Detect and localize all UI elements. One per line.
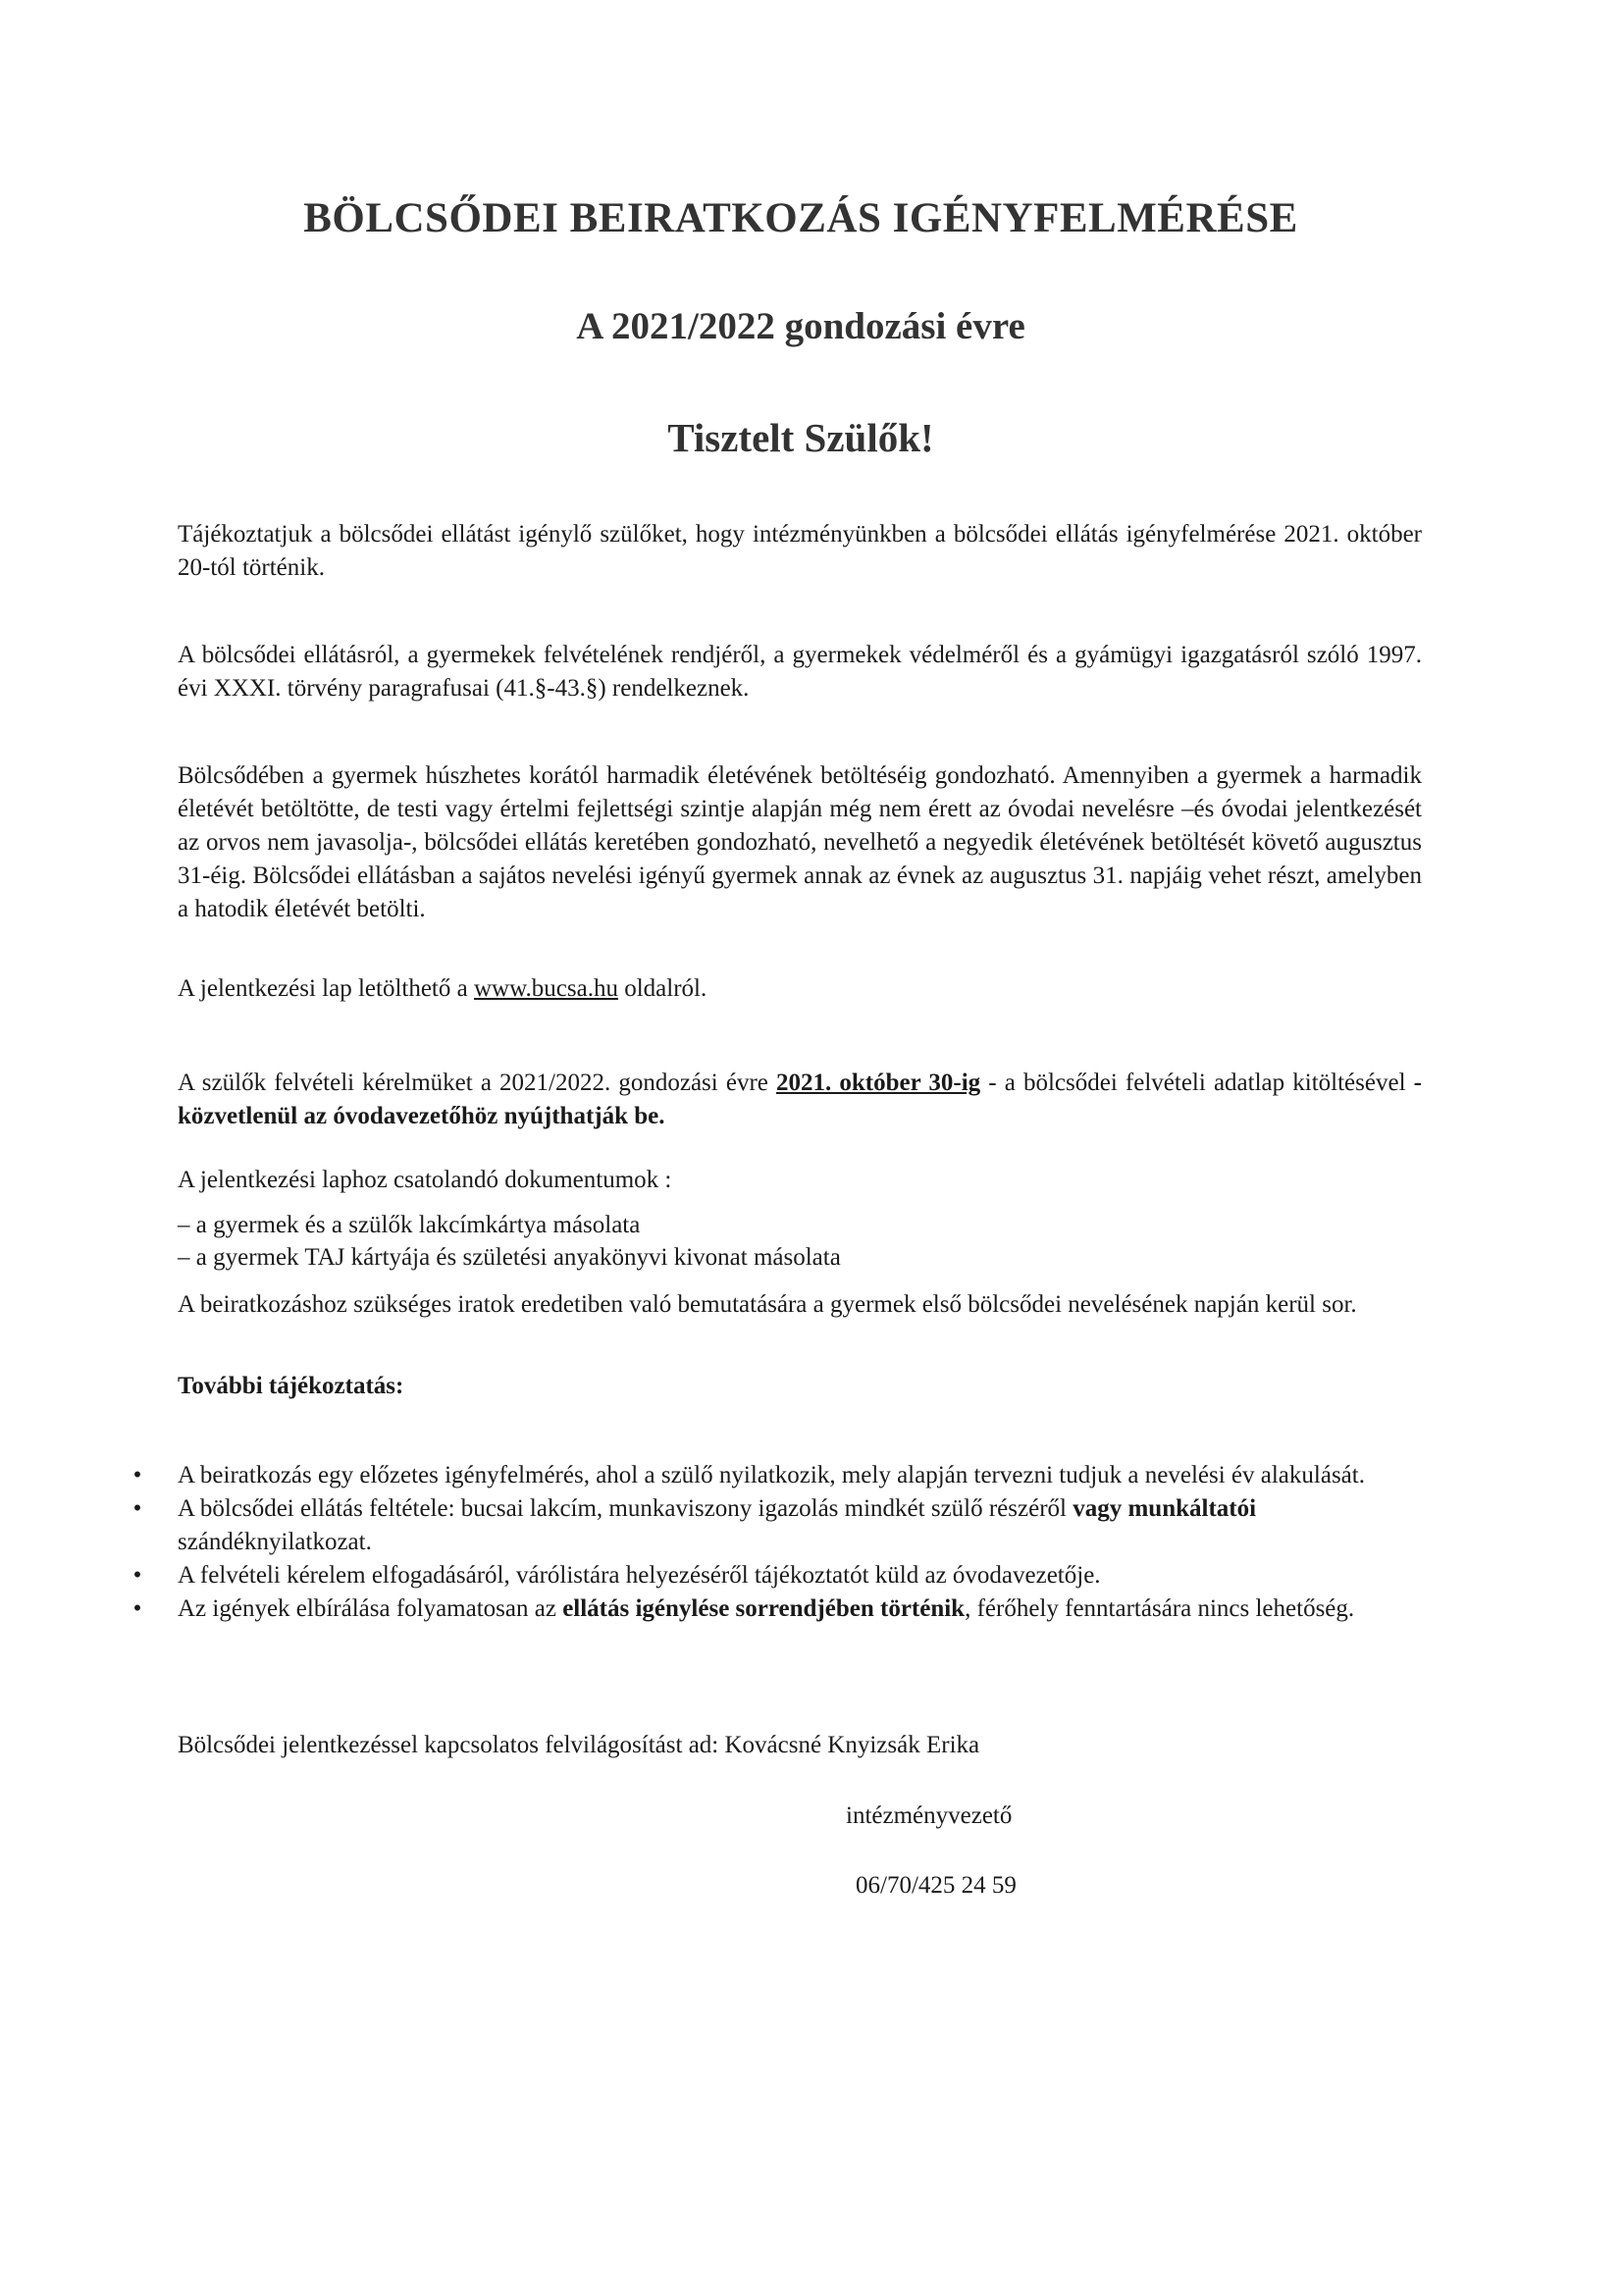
info-bullet-item bbox=[128, 1559, 1423, 1592]
bullet-text-suffix: szándéknyilatkozat. bbox=[178, 1529, 372, 1555]
contact-phone: 06/70/425 24 59 bbox=[856, 1872, 1017, 1899]
attachments-list bbox=[178, 1209, 841, 1274]
bullet-icon: • bbox=[132, 1595, 142, 1622]
submission-paragraph bbox=[178, 1067, 1422, 1133]
originals-note: A beiratkozáshoz szükséges iratok eredetiben való bemutatására a gyermek első bölcsődei nevelésének napján kerül sor. bbox=[178, 1291, 1357, 1318]
submission-deadline: 2021. október 30-ig bbox=[776, 1070, 981, 1096]
website-link[interactable]: www.bucsa.hu bbox=[473, 975, 618, 1002]
bullet-icon: • bbox=[132, 1562, 142, 1589]
intro-paragraph: Tájékoztatjuk a bölcsődei ellátást igénylő szülőket, hogy intézményünkben a bölcsődei ellátás igényfelmérése 2021. október 20-tól történik. bbox=[178, 521, 1422, 581]
attachment-item: – a gyermek és a szülők lakcímkártya másolata bbox=[178, 1212, 641, 1238]
bullet-text: A beiratkozás egy előzetes igényfelmérés, ahol a szülő nyilatkozik, mely alapján tervezni tudjuk a nevelési év alakulását. bbox=[178, 1462, 1365, 1488]
document-subtitle: A 2021/2022 gondozási évre bbox=[576, 305, 1025, 347]
download-paragraph bbox=[178, 972, 1422, 1006]
info-bullet-item bbox=[128, 1592, 1423, 1626]
bullet-text-prefix: A bölcsődei ellátás feltétele: bucsai lakcím, munkaviszony igazolás mindkét szülő részéről bbox=[178, 1495, 1073, 1522]
document-title: BÖLCSŐDEI BEIRATKOZÁS IGÉNYFELMÉRÉSE bbox=[303, 195, 1298, 241]
bullet-text-bold: ellátás igénylése sorrendjében történik bbox=[562, 1595, 966, 1622]
info-bullet-item bbox=[128, 1492, 1423, 1559]
download-text-prefix: A jelentkezési lap letölthető a bbox=[178, 975, 474, 1002]
bullet-text: A felvételi kérelem elfogadásáról, várólistára helyezéséről tájékoztatót küld az óvodavezetője. bbox=[178, 1562, 1101, 1589]
submission-bold: - közvetlenül az óvodavezetőhöz nyújthatják be. bbox=[178, 1070, 1422, 1129]
law-paragraph: A bölcsődei ellátásról, a gyermekek felvételének rendjéről, a gyermekek védelméről és a gyámügyi igazgatásról szóló 1997. évi XXXI. törvény paragrafusai (41.§-43.§) rendelkeznek. bbox=[178, 642, 1422, 702]
bullet-text-bold: vagy munkáltatói bbox=[1073, 1495, 1257, 1522]
more-info-heading: További tájékoztatás: bbox=[178, 1373, 404, 1399]
submission-middle: - a bölcsődei felvételi adatlap kitöltésével bbox=[980, 1070, 1414, 1096]
download-text-suffix: oldalról. bbox=[617, 975, 707, 1002]
attachment-item: – a gyermek TAJ kártyája és születési anyakönyvi kivonat másolata bbox=[178, 1244, 841, 1271]
greeting: Tisztelt Szülők! bbox=[667, 415, 934, 460]
bullet-text-suffix: , férőhely fenntartására nincs lehetőség. bbox=[965, 1595, 1355, 1622]
bullet-text-prefix: Az igények elbírálása folyamatosan az bbox=[178, 1595, 563, 1622]
eligibility-paragraph: Bölcsődében a gyermek húszhetes korától harmadik életévének betöltéséig gondozható. Amennyiben a gyermek a harmadik életévét betöltötte, de testi vagy értelmi fejlettségi szintje alapján még nem érett az óvodai nevelésre –és óvodai jelentkezését az orvos nem javasolja-, bölcsődei ellátás keretében gondozható, nevelhető a negyedik életévének betöltését követő augusztus 31-éig. Bölcsődei ellátásban a sajátos nevelési igényű gyermek annak az évnek az augusztus 31. napjáig vehet részt, amelyben a hatodik életévét betölti. bbox=[178, 762, 1422, 922]
contact-role: intézményvezető bbox=[846, 1802, 1013, 1829]
info-bullet-list bbox=[128, 1459, 1423, 1626]
bullet-icon: • bbox=[132, 1462, 142, 1488]
bullet-icon: • bbox=[132, 1495, 142, 1522]
contact-line: Bölcsődei jelentkezéssel kapcsolatos felvilágosítást ad: Kovácsné Knyizsák Erika bbox=[178, 1732, 980, 1758]
attachments-label: A jelentkezési laphoz csatolandó dokumentumok : bbox=[178, 1167, 672, 1193]
submission-prefix: A szülők felvételi kérelmüket a 2021/2022. gondozási évre bbox=[178, 1070, 777, 1096]
info-bullet-item bbox=[128, 1459, 1423, 1492]
